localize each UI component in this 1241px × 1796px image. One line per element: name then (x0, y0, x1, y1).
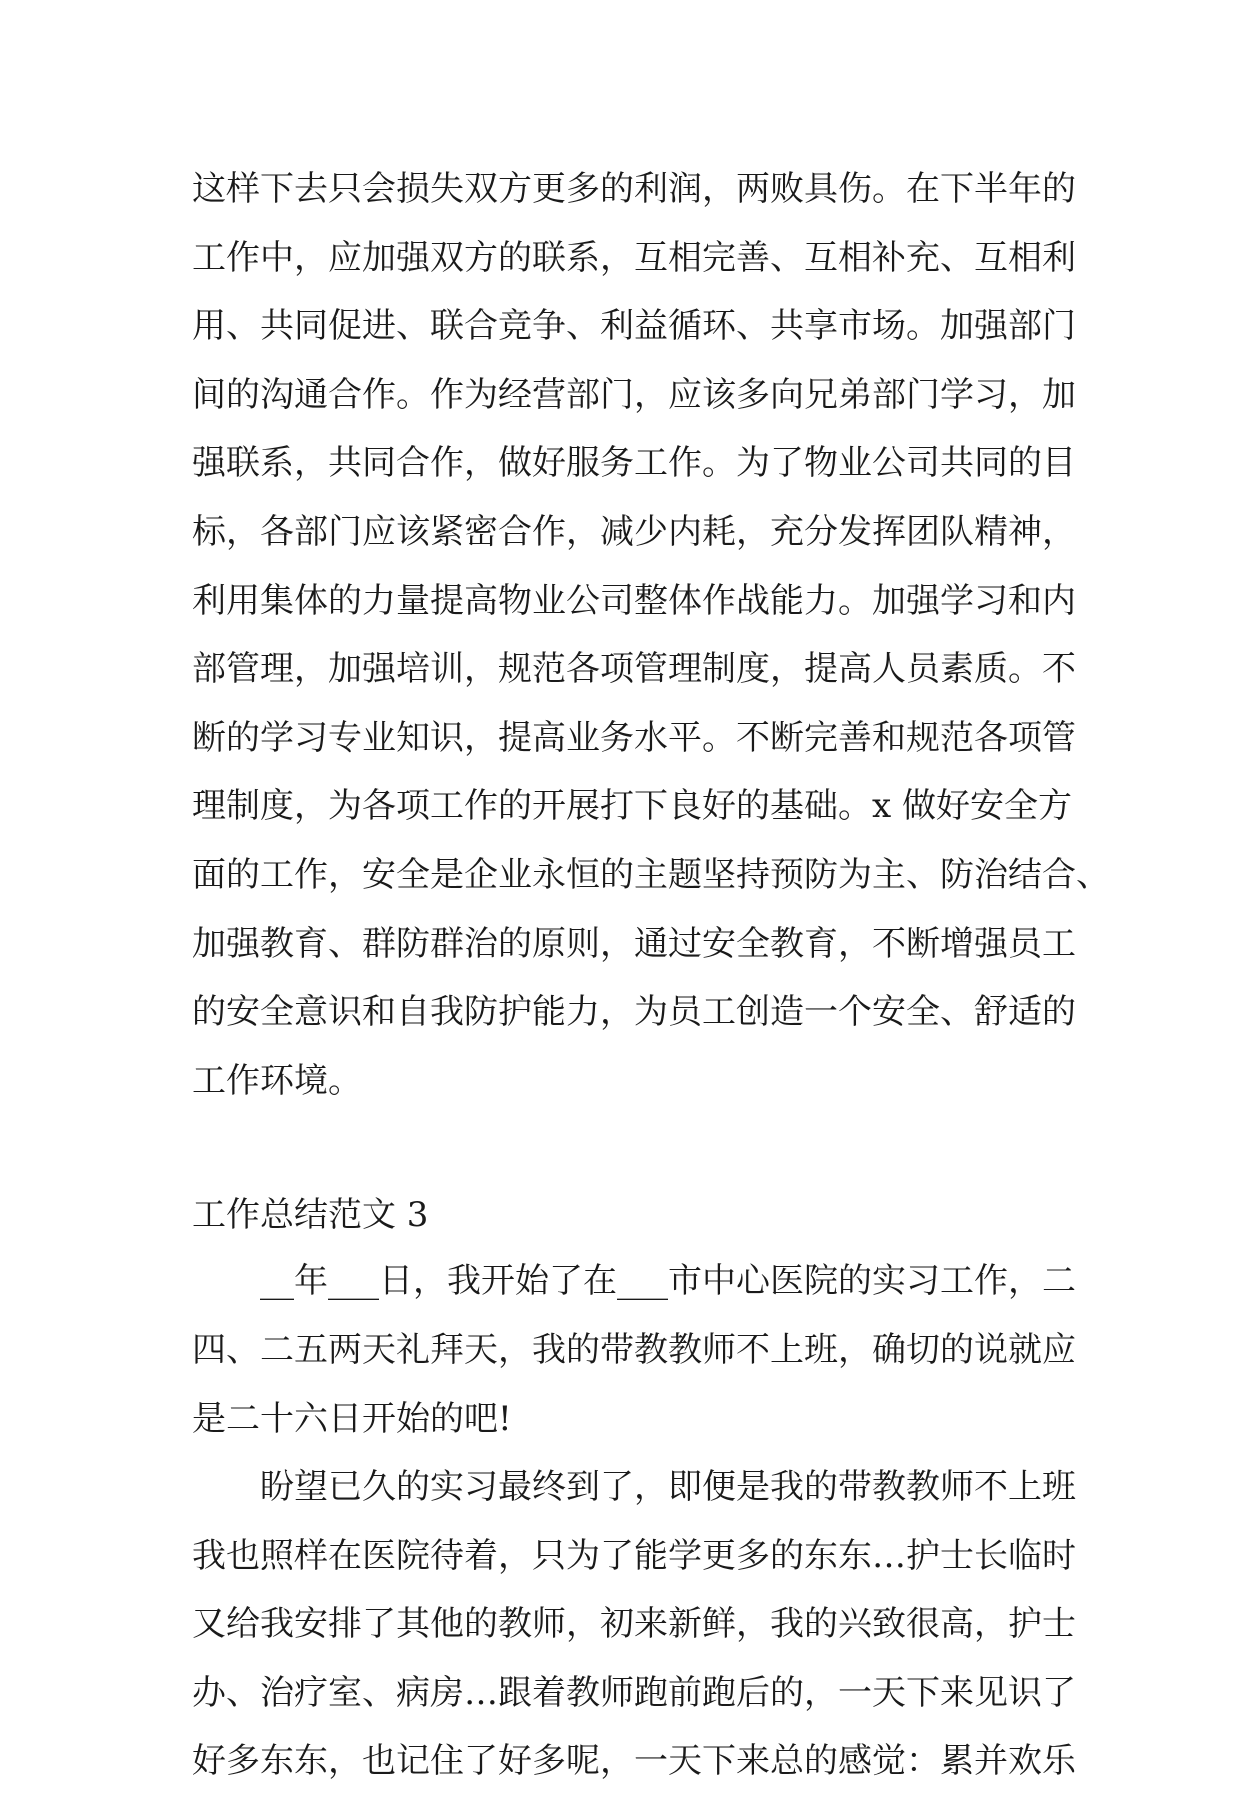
text-line: 理制度，为各项工作的开展打下良好的基础。x 做好安全方 (192, 786, 1072, 827)
text-line: 好多东东，也记住了好多呢，一天下来总的感觉：累并欢乐 (192, 1741, 1076, 1782)
text-line: 用、共同促进、联合竞争、利益循环、共享市场。加强部门 (192, 306, 1076, 347)
text-line: 我也照样在医院待着，只为了能学更多的东东…护士长临时 (192, 1535, 1076, 1576)
text-line: 办、治疗室、病房…跟着教师跑前跑后的，一天下来见识了 (192, 1672, 1076, 1713)
section-heading: 工作总结范文 3 (192, 1195, 429, 1236)
text-line: 又给我安排了其他的教师，初来新鲜，我的兴致很高，护士 (192, 1604, 1076, 1645)
section-gap (192, 1115, 1062, 1183)
text-line: 工作环境。 (192, 1060, 362, 1101)
text-line: 四、二五两天礼拜天，我的带教教师不上班，确切的说就应 (192, 1329, 1076, 1370)
text-line: 加强教育、群防群治的原则，通过安全教育，不断增强员工 (192, 923, 1076, 964)
text-line: 标，各部门应该紧密合作，减少内耗，充分发挥团队精神， (192, 511, 1076, 552)
text-line: 盼望已久的实习最终到了，即便是我的带教教师不上班 (260, 1467, 1076, 1508)
text-line: 工作中，应加强双方的联系，互相完善、互相补充、互相利 (192, 237, 1076, 278)
text-line: 是二十六日开始的吧! (192, 1398, 512, 1439)
paragraph-2 (192, 1453, 1076, 1796)
text-line: __年___日，我开始了在___市中心医院的实习工作，二 (260, 1261, 1076, 1302)
document-body (192, 155, 1110, 1796)
text-line: 强联系，共同合作，做好服务工作。为了物业公司共同的目 (192, 443, 1076, 484)
text-line: 面的工作，安全是企业永恒的主题坚持预防为主、防治结合、 (192, 854, 1110, 895)
text-line: 的安全意识和自我防护能力，为员工创造一个安全、舒适的 (192, 992, 1076, 1033)
text-line: 断的学习专业知识，提高业务水平。不断完善和规范各项管 (192, 717, 1076, 758)
text-line: 间的沟通合作。作为经营部门，应该多向兄弟部门学习，加 (192, 374, 1076, 415)
text-line: 利用集体的力量提高物业公司整体作战能力。加强学习和内 (192, 580, 1076, 621)
text-line: 这样下去只会损失双方更多的利润，两败具伤。在下半年的 (192, 169, 1076, 209)
paragraph-1 (192, 1247, 1076, 1453)
section1-paragraph (192, 155, 1110, 1115)
text-line: 部管理，加强培训，规范各项管理制度，提高人员素质。不 (192, 649, 1076, 690)
